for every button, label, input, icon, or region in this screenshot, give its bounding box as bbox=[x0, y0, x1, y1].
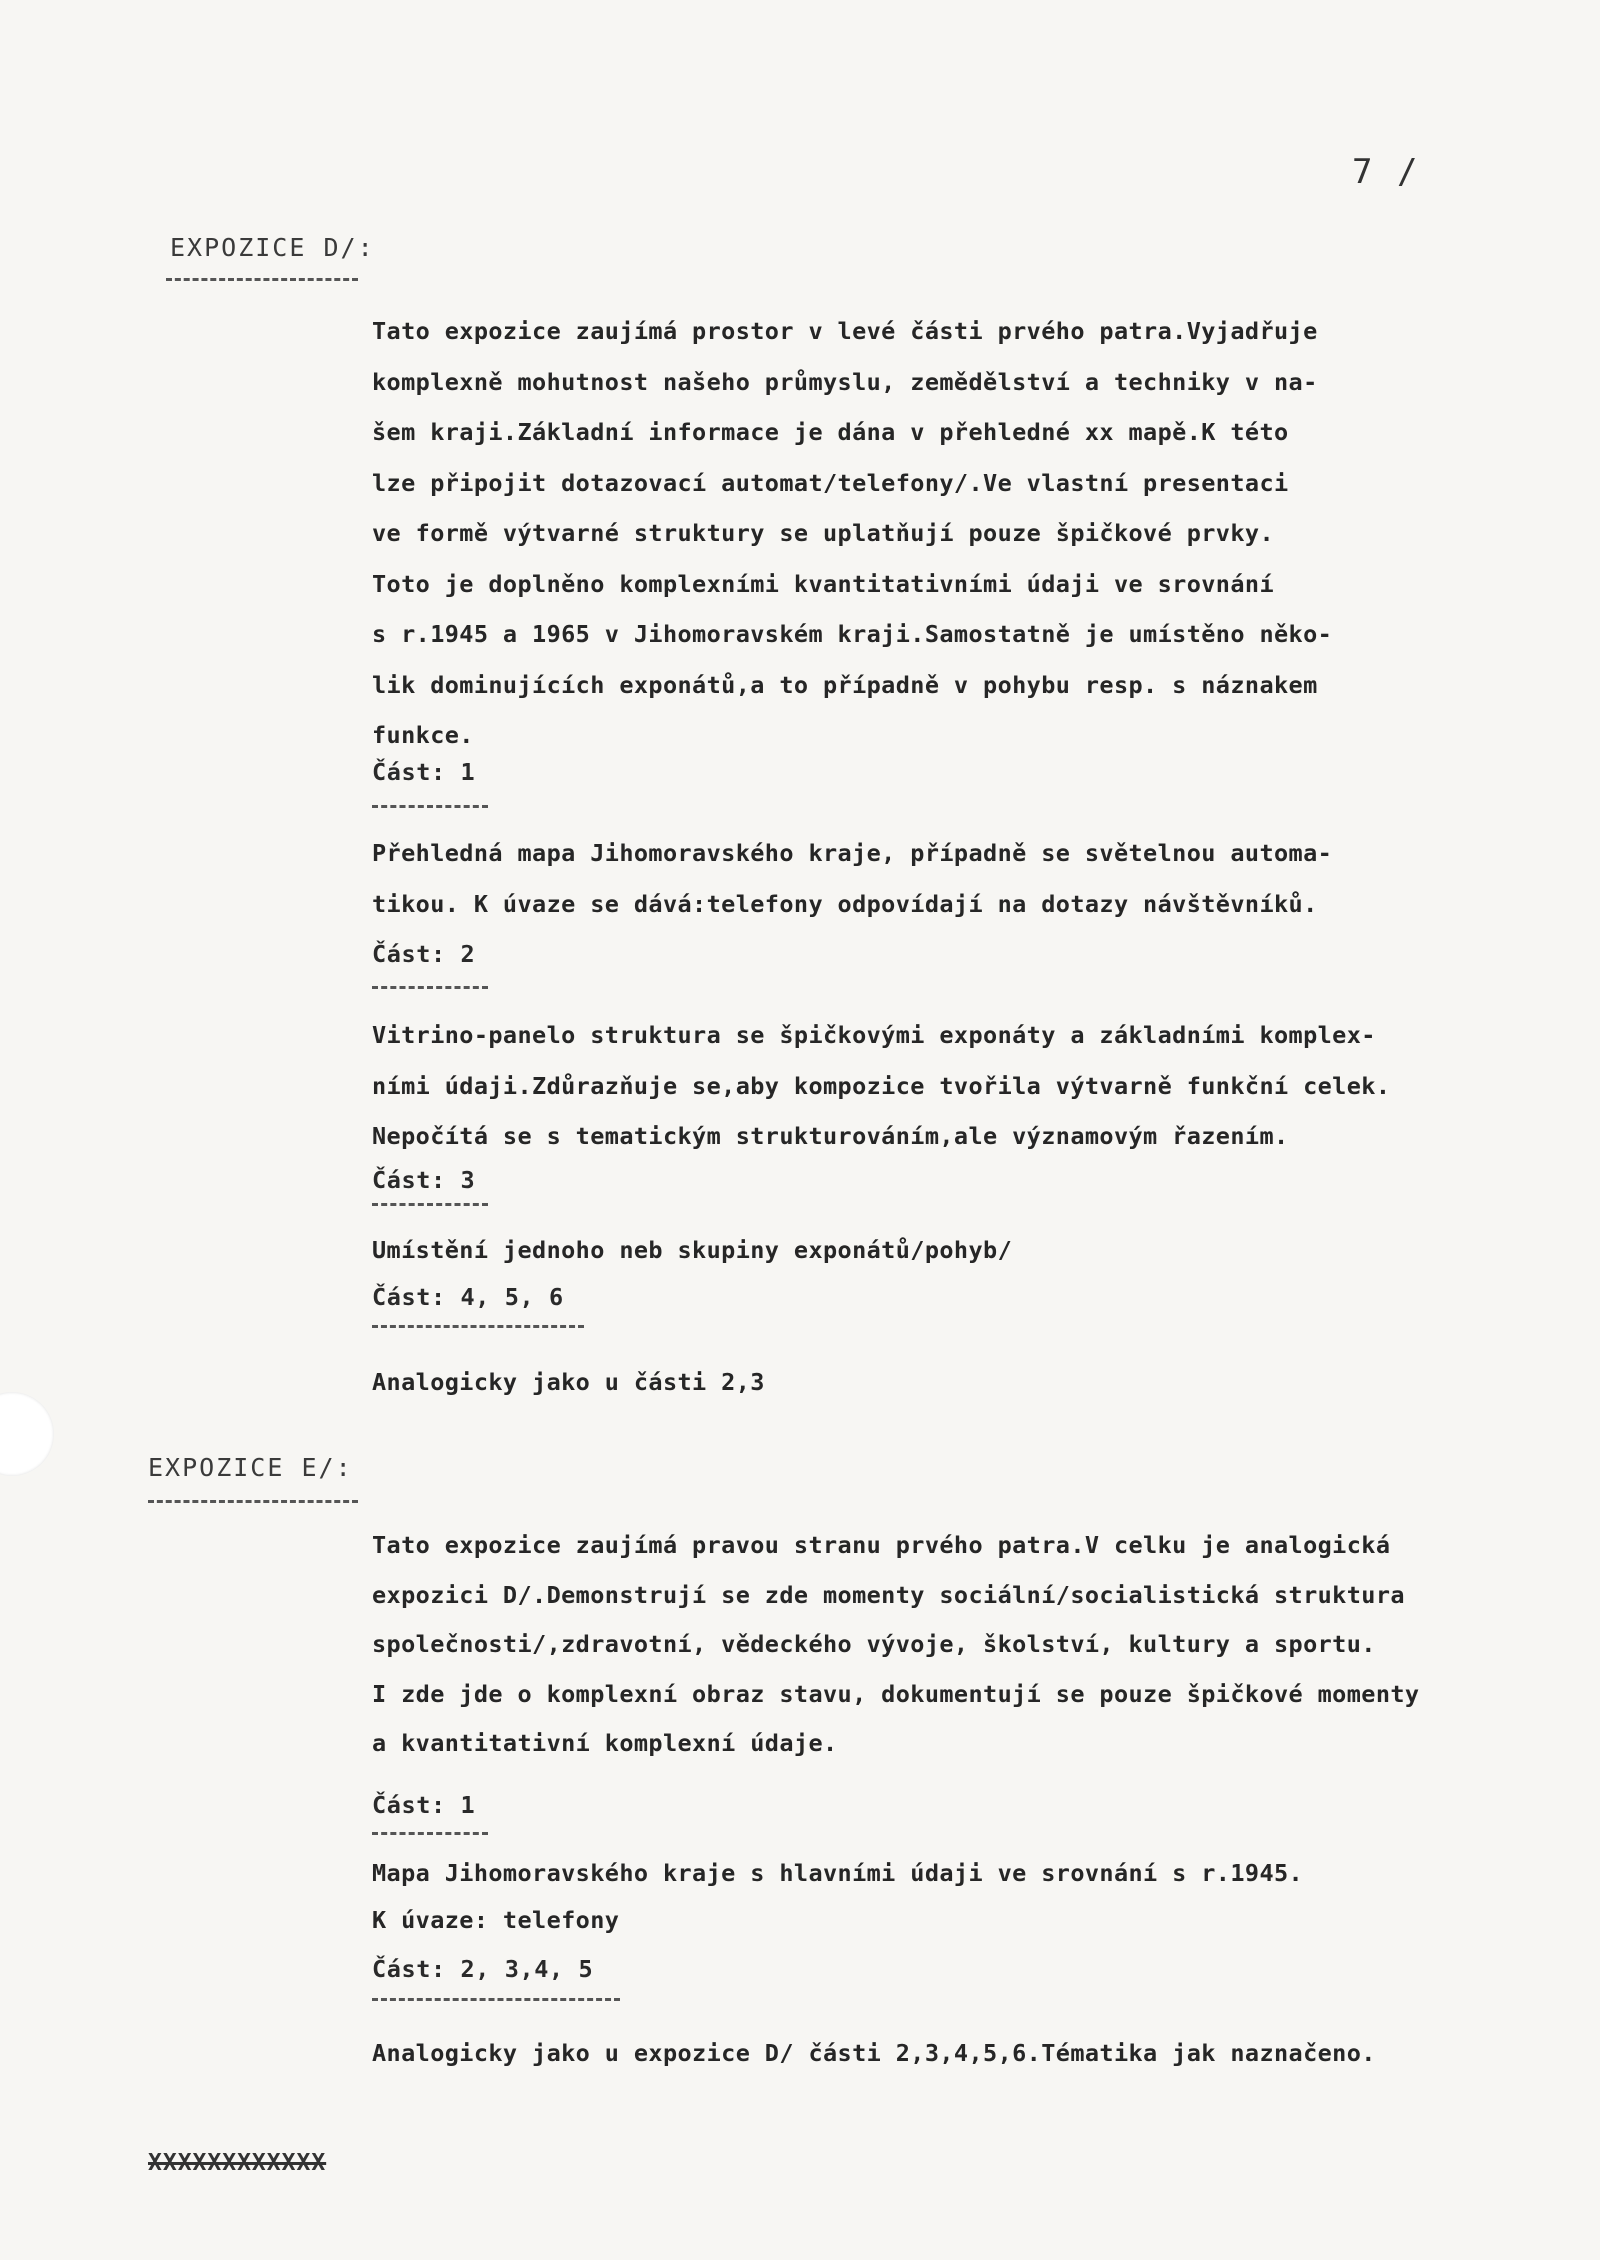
text-line: ve formě výtvarné struktury se uplatňují pouze špičkové prvky. bbox=[372, 519, 1274, 547]
section-d-intro bbox=[372, 306, 1332, 761]
part-underline bbox=[372, 1325, 584, 1328]
section-d-part-4-5-6-label: Část: 4, 5, 6 bbox=[372, 1283, 564, 1311]
text-line: společnosti/,zdravotní, vědeckého vývoje, školství, kultury a sportu. bbox=[372, 1630, 1376, 1658]
section-e-part-1-text bbox=[372, 1850, 1303, 1944]
text-line: ními údaji.Zdůrazňuje se,aby kompozice tvořila výtvarně funkční celek. bbox=[372, 1071, 1391, 1100]
text-line: lze připojit dotazovací automat/telefony/.Ve vlastní presentaci bbox=[372, 468, 1289, 497]
text-line: lik dominujících exponátů,a to případně v pohybu resp. s náznakem bbox=[372, 670, 1318, 699]
section-d-part-3-text: Umístění jednoho neb skupiny exponátů/pohyb/ bbox=[372, 1236, 1013, 1264]
section-d-part-1-text bbox=[372, 828, 1332, 929]
section-e-heading-underline bbox=[148, 1500, 358, 1503]
text-line: komplexně mohutnost našeho průmyslu, zemědělství a techniky v na- bbox=[372, 367, 1318, 396]
text-line: K úvaze: telefony bbox=[372, 1906, 620, 1934]
text-line: Nepočítá se s tematickým strukturováním,ale významovým řazením. bbox=[372, 1122, 1289, 1150]
part-underline bbox=[372, 1203, 488, 1206]
text-line: a kvantitativní komplexní údaje. bbox=[372, 1729, 838, 1757]
part-underline bbox=[372, 805, 488, 808]
part-underline bbox=[372, 986, 488, 989]
text-line: Mapa Jihomoravského kraje s hlavními údaji ve srovnání s r.1945. bbox=[372, 1859, 1304, 1887]
text-line: expozici D/.Demonstrují se zde momenty sociální/socialistická struktura bbox=[372, 1580, 1405, 1609]
section-e-part-2-3-4-5-text: Analogicky jako u expozice D/ části 2,3,4,5,6.Tématika jak naznačeno. bbox=[372, 2039, 1376, 2067]
section-d-part-2-label: Část: 2 bbox=[372, 940, 476, 968]
section-e-heading: EXPOZICE E/: bbox=[148, 1453, 353, 1482]
punch-hole bbox=[0, 1392, 54, 1476]
section-e-part-2-3-4-5-label: Část: 2, 3,4, 5 bbox=[372, 1955, 594, 1983]
section-e-intro bbox=[372, 1521, 1419, 1769]
text-line: I zde jde o komplexní obraz stavu, dokumentují se pouze špičkové momenty bbox=[372, 1679, 1420, 1708]
text-line: Tato expozice zaujímá pravou stranu prvého patra.V celku je analogická bbox=[372, 1531, 1391, 1559]
part-underline bbox=[372, 1998, 620, 2001]
section-d-part-4-5-6-text: Analogicky jako u části 2,3 bbox=[372, 1368, 765, 1396]
section-d-part-1-label: Část: 1 bbox=[372, 758, 476, 786]
section-e-part-1-label: Část: 1 bbox=[372, 1791, 476, 1819]
section-d-part-2-text bbox=[372, 1010, 1390, 1162]
struck-out-text: XXXXXXXXXXXX bbox=[148, 2150, 327, 2176]
text-line: Přehledná mapa Jihomoravského kraje, případně se světelnou automa- bbox=[372, 839, 1333, 867]
text-line: tikou. K úvaze se dává:telefony odpovídají na dotazy návštěvníků. bbox=[372, 889, 1318, 918]
text-line: Toto je doplněno komplexními kvantitativními údaji ve srovnání bbox=[372, 569, 1274, 598]
text-line: s r.1945 a 1965 v Jihomoravském kraji.Samostatně je umístěno něko- bbox=[372, 620, 1333, 648]
text-line: funkce. bbox=[372, 721, 474, 749]
text-line: Vitrino-panelo struktura se špičkovými exponáty a základními komplex- bbox=[372, 1021, 1376, 1049]
section-d-part-3-label: Část: 3 bbox=[372, 1166, 476, 1194]
text-line: Tato expozice zaujímá prostor v levé části prvého patra.Vyjadřuje bbox=[372, 317, 1318, 345]
text-line: šem kraji.Základní informace je dána v přehledné xx mapě.K této bbox=[372, 418, 1289, 446]
page-number: 7 / bbox=[1352, 152, 1420, 192]
part-underline bbox=[372, 1832, 488, 1835]
section-d-heading: EXPOZICE D/: bbox=[170, 233, 375, 262]
section-d-heading-underline bbox=[166, 278, 358, 281]
